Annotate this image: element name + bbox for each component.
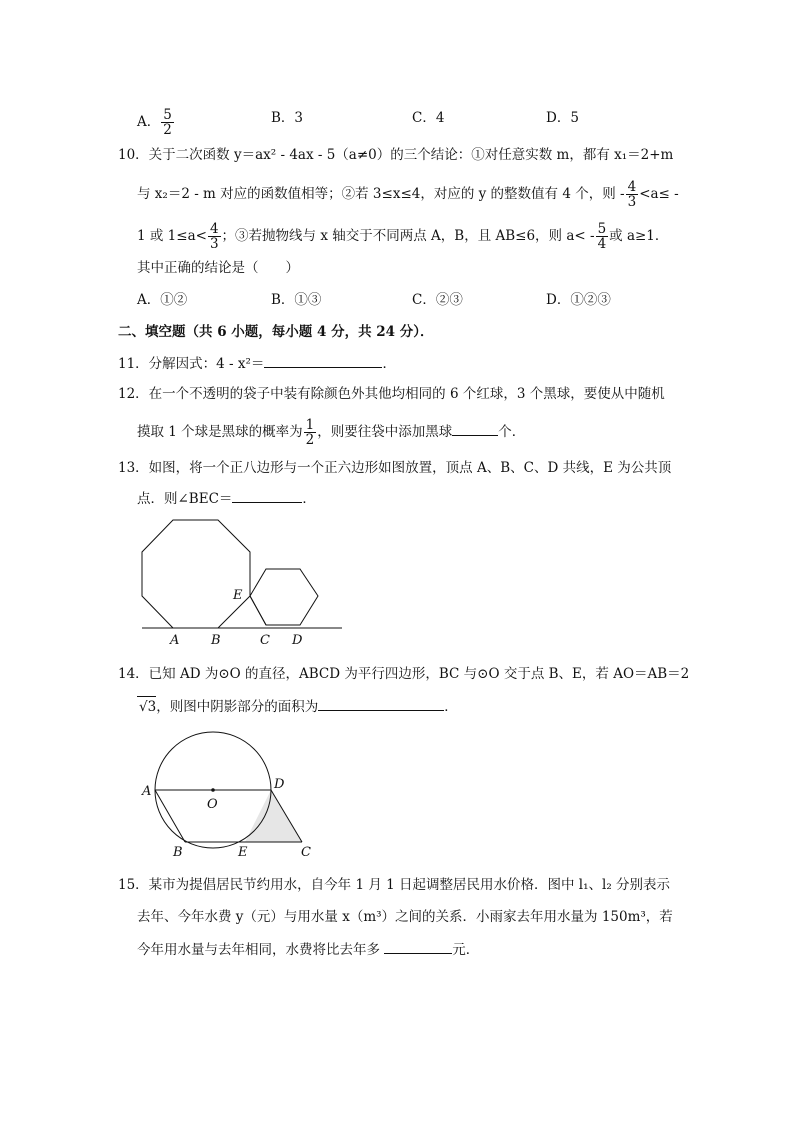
q9-option-a: A． $\frac{5}{2}$: [137, 107, 172, 138]
section-heading: 二、填空题（共 6 小题，每小题 4 分，共 24 分）．: [118, 324, 434, 340]
answer-blank: [384, 939, 452, 954]
q15-line2: 去年、今年水费 y（元）与用水量 x（m³）之间的关系．小雨家去年用水量为 150m³，若: [137, 909, 673, 925]
q9-option-c: C．4: [412, 110, 445, 126]
q13-line1: 13．如图，将一个正八边形与一个正六边形如图放置，顶点 A、B、C、D 共线，E 为公共顶: [118, 460, 672, 476]
label-c: C: [301, 845, 311, 860]
q15-line1: 15．某市为提倡居民节约用水，自今年 1 月 1 日起调整居民用水价格．图中 l₁、l₂ 分别表示: [118, 877, 671, 893]
answer-blank: [452, 421, 498, 436]
answer-blank: [318, 696, 444, 711]
q11: 11．分解因式：4 - x²＝ ．: [118, 353, 396, 374]
answer-blank: [232, 488, 302, 503]
regular-hexagon: [250, 569, 318, 625]
label-a: A: [170, 633, 180, 648]
q10-line3: 1 或 1≤a< $\frac{4}{3}$ ；③若抛物线与 x 轴交于不同两点 A，B，且 AB≤6，则 a< - $\frac{5}{4}$ 或 a≥1．: [137, 221, 669, 252]
octagon-hexagon-figure: [135, 515, 350, 650]
q14-line2: √3，则图中阴影部分的面积为 ．: [137, 696, 458, 717]
q9-option-d: D．5: [546, 110, 579, 126]
label-d: D: [274, 777, 285, 792]
q10-option-b: B．①③: [271, 292, 322, 308]
q10-line4: 其中正确的结论是（ ）: [137, 260, 299, 276]
q9-option-a-fraction: $\frac{5}{2}$: [163, 107, 172, 138]
regular-octagon: [142, 520, 250, 628]
label-d: D: [292, 633, 303, 648]
label-e: E: [233, 588, 243, 603]
q10-option-a: A．①②: [137, 292, 188, 308]
q10-line1: 10．关于二次函数 y＝ax² - 4ax - 5（a≠0）的三个结论：①对任意实数 m，都有 x₁＝2+m: [118, 147, 674, 163]
q13-line2: 点．则∠BEC＝ ．: [137, 488, 316, 509]
q9-option-b: B．3: [271, 110, 304, 126]
q10-option-c: C．②③: [412, 292, 463, 308]
label-a: A: [142, 784, 152, 799]
answer-blank: [264, 353, 382, 368]
circle-parallelogram-figure: [135, 718, 320, 863]
label-b: B: [211, 633, 221, 648]
label-b: B: [173, 845, 183, 860]
q12-line2: 摸取 1 个球是黑球的概率为 $\frac{1}{2}$ ，则要往袋中添加黑球 个．: [137, 417, 526, 448]
q14-line1: 14．已知 AD 为⊙O 的直径，ABCD 为平行四边形，BC 与⊙O 交于点 B、E，若 AO＝AB＝2: [118, 666, 690, 682]
label-o: O: [207, 797, 218, 812]
q12-line1: 12．在一个不透明的袋子中装有除颜色外其他均相同的 6 个红球，3 个黑球，要使从中随机: [118, 386, 665, 402]
q10-line2: 与 x₂＝2 - m 对应的函数值相等；②若 3≤x≤4，对应的 y 的整数值有 4 个，则 - $\frac{4}{3}$ <a≤ -: [137, 179, 679, 210]
q10-option-d: D．①②③: [546, 292, 611, 308]
label-c: C: [260, 633, 270, 648]
shaded-region: [245, 790, 302, 842]
q15-line3: 今年用水量与去年相同，水费将比去年多 元．: [137, 939, 479, 960]
label-e: E: [238, 845, 248, 860]
